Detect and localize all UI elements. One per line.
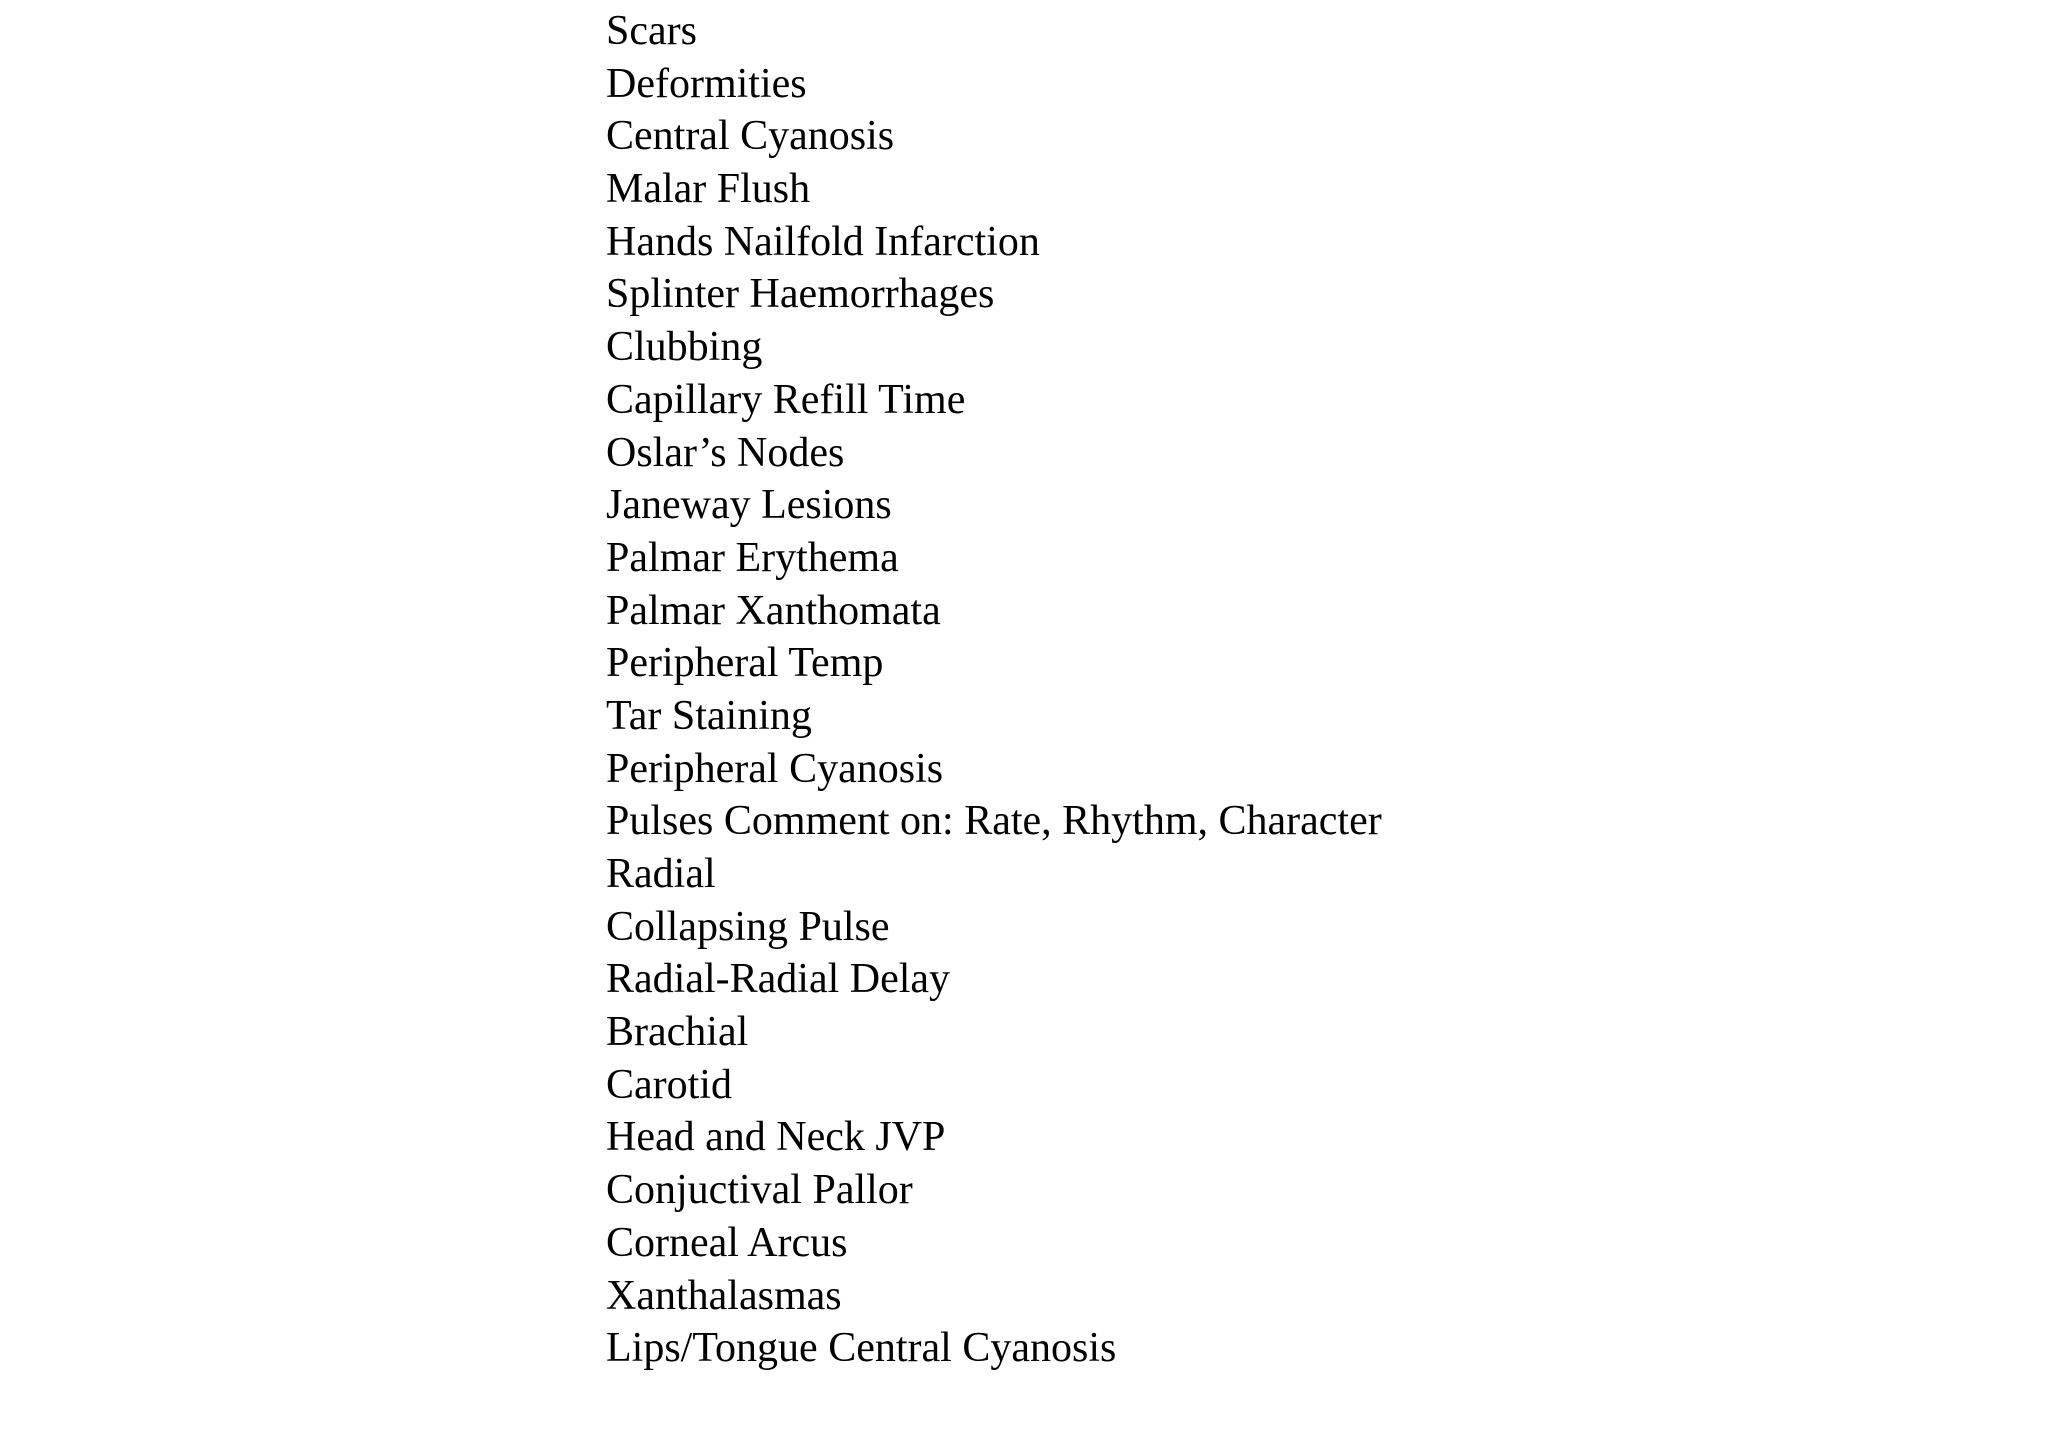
- list-item: Palmar Erythema: [606, 534, 899, 581]
- examination-list: [606, 5, 1382, 1375]
- list-item: Clubbing: [606, 324, 763, 371]
- list-item: Malar Flush: [606, 166, 811, 213]
- list-item: Scars: [606, 8, 697, 54]
- list-item: Radial: [606, 851, 716, 897]
- list-item: Palmar Xanthomata: [606, 587, 941, 634]
- list-item: Peripheral Temp: [606, 640, 884, 687]
- list-item: Brachial: [606, 1009, 749, 1056]
- list-item: Capillary Refill Time: [606, 376, 966, 423]
- list-item: Splinter Haemorrhages: [606, 271, 995, 318]
- list-item: Corneal Arcus: [606, 1219, 848, 1266]
- list-item: Oslar’s Nodes: [606, 429, 845, 476]
- list-item: Hands Nailfold Infarction: [606, 218, 1040, 265]
- list-item: Tar Staining: [606, 692, 812, 739]
- list-item: Head and Neck JVP: [606, 1114, 946, 1161]
- list-item: Radial-Radial Delay: [606, 956, 951, 1003]
- list-item: Pulses Comment on: Rate, Rhythm, Character: [606, 798, 1382, 845]
- document-viewport: [0, 8, 2048, 1386]
- list-item: Peripheral Cyanosis: [606, 745, 944, 792]
- list-item: Central Cyanosis: [606, 113, 895, 160]
- list-item: Janeway Lesions: [606, 482, 892, 529]
- list-item: Xanthalasmas: [606, 1272, 842, 1319]
- list-item: Conjuctival Pallor: [606, 1167, 913, 1214]
- list-item: Lips/Tongue Central Cyanosis: [606, 1325, 1117, 1372]
- list-item: Carotid: [606, 1061, 732, 1108]
- list-item: Collapsing Pulse: [606, 903, 890, 950]
- list-item: Deformities: [606, 60, 807, 107]
